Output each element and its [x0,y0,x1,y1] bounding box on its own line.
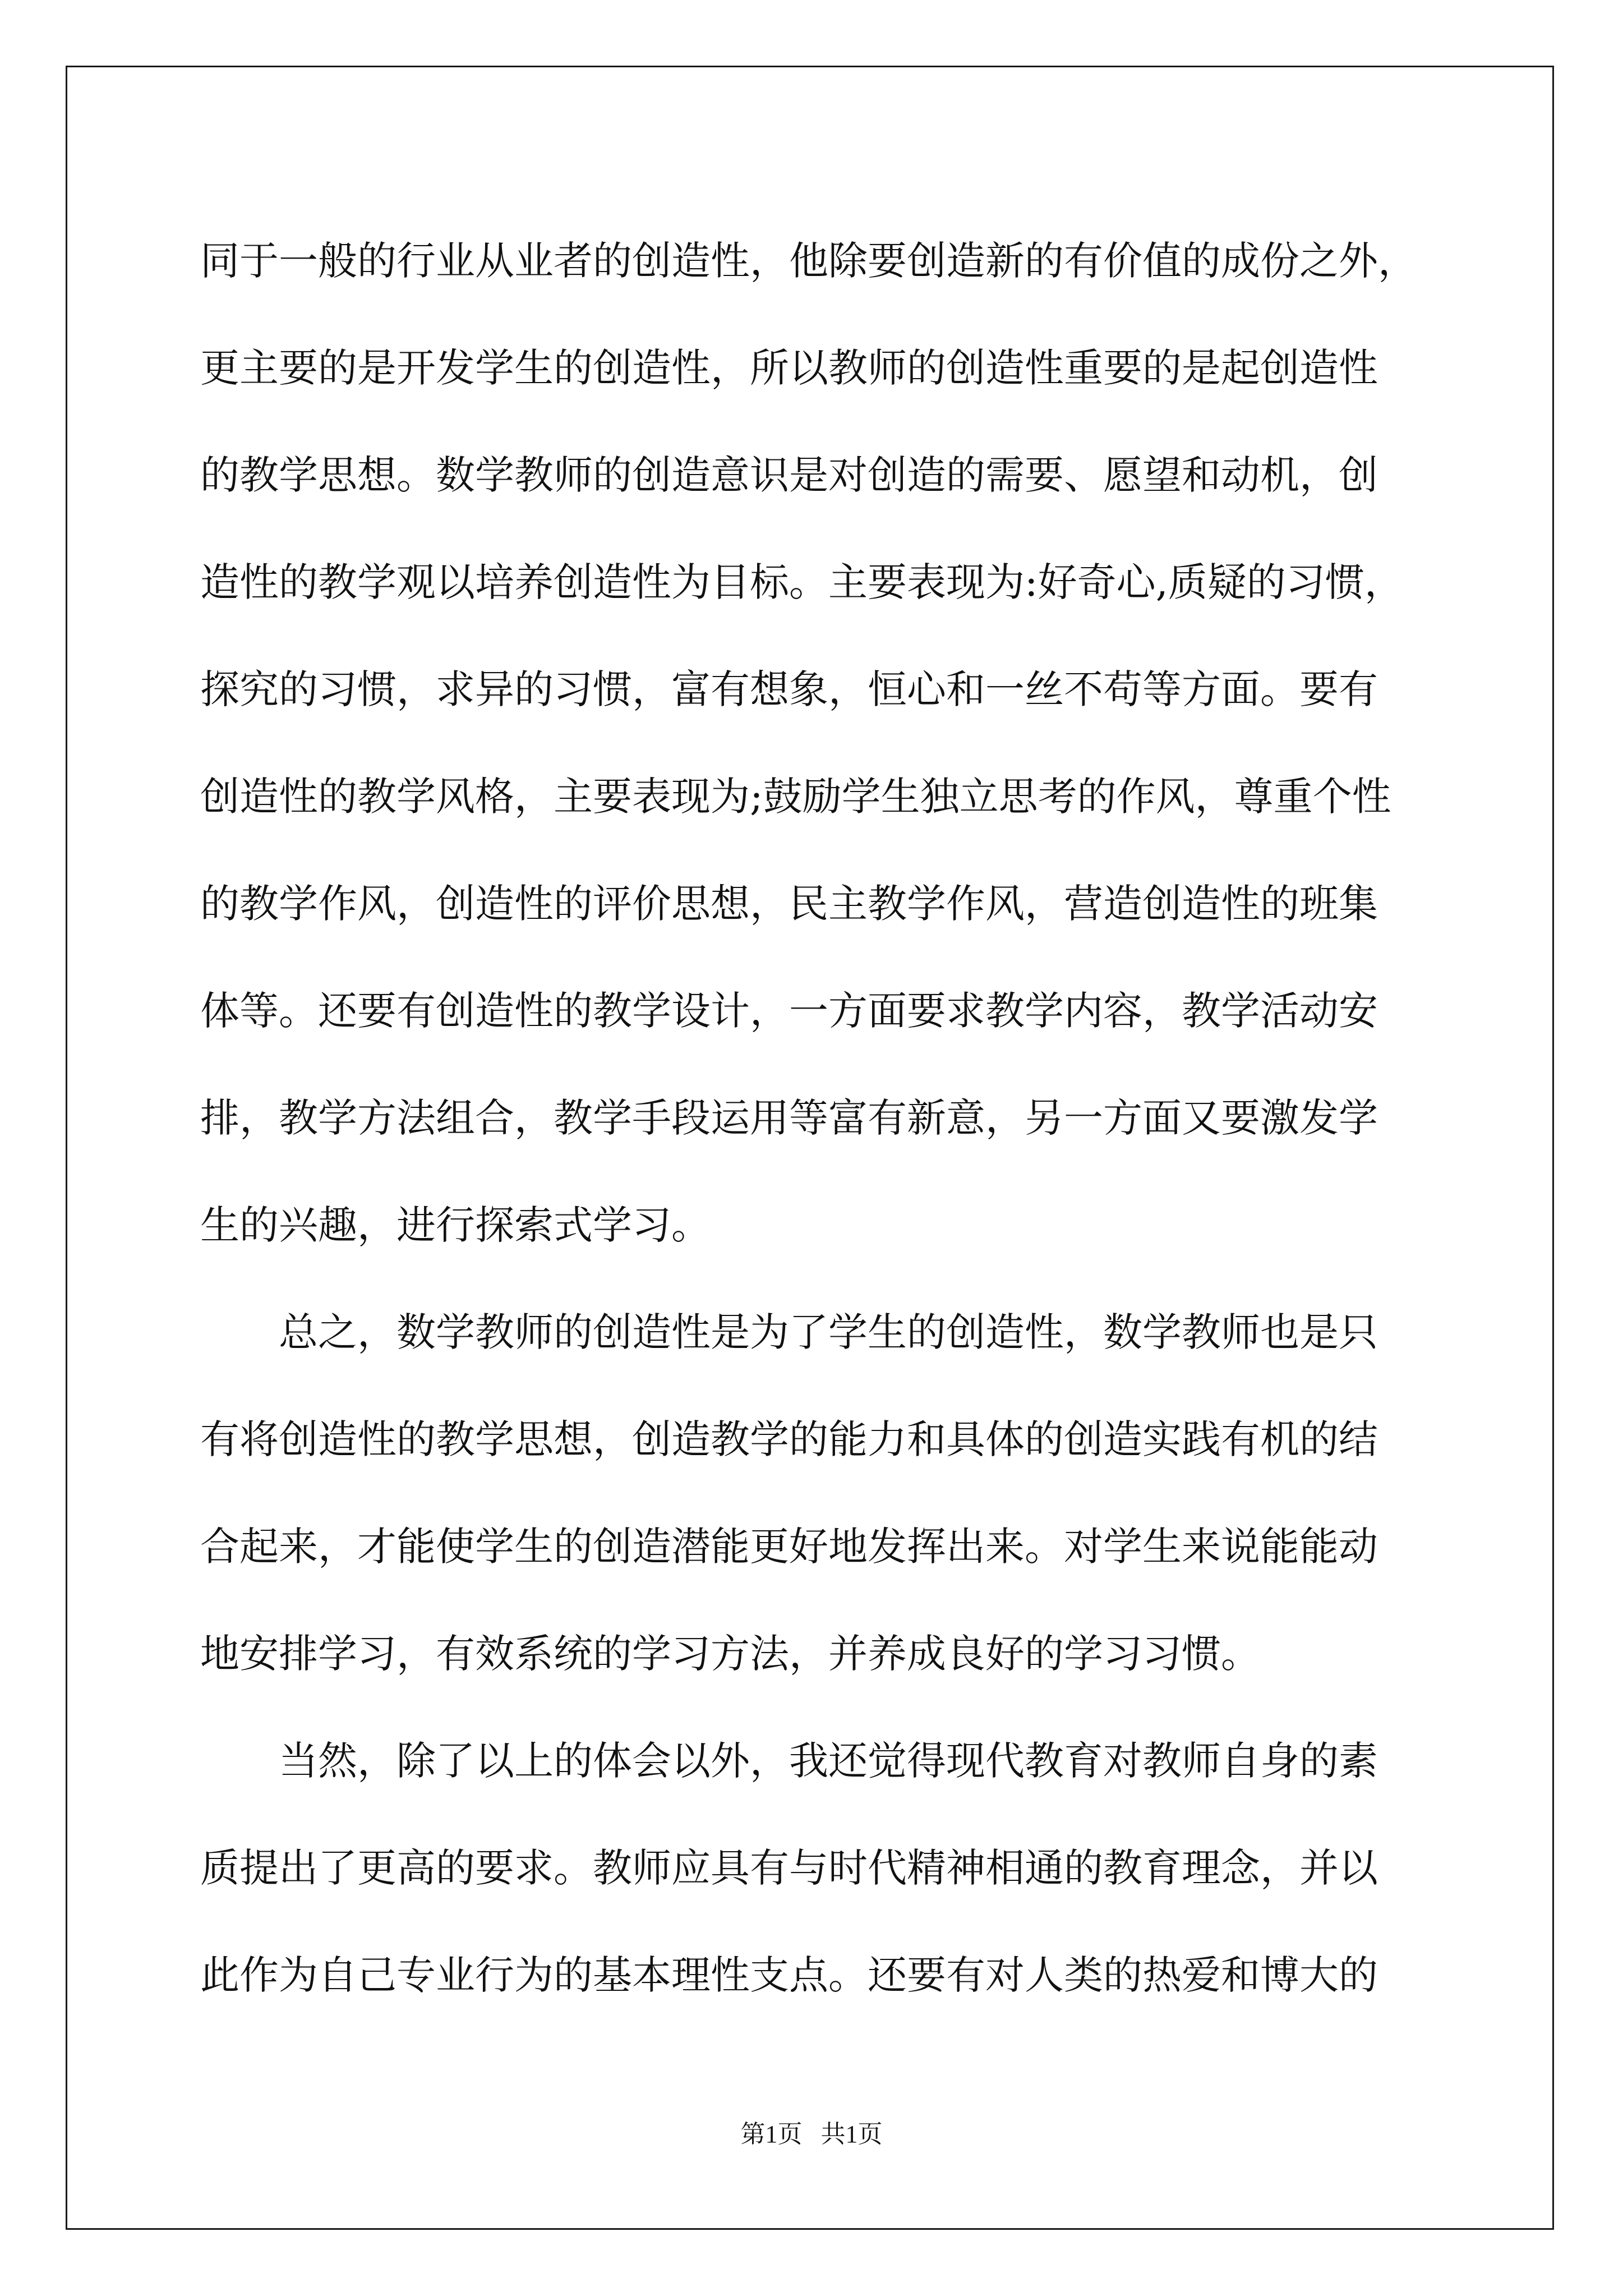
text-line: 创造性的教学风格，主要表现为;鼓励学生独立思考的作风，尊重个性 [200,774,1391,820]
text-line: 造性的教学观以培养创造性为目标。主要表现为:好奇心,质疑的习惯， [200,559,1404,605]
text-line: 有将创造性的教学思想，创造教学的能力和具体的创造实践有机的结 [200,1416,1378,1462]
text-line: 地安排学习，有效系统的学习方法，并养成良好的学习习惯。 [200,1631,1260,1677]
text-line: 更主要的是开发学生的创造性，所以教师的创造性重要的是起创造性 [200,345,1378,391]
text-line: 同于一般的行业从业者的创造性，他除要创造新的有价值的成份之外， [200,238,1417,284]
text-line: 排，教学方法组合，教学手段运用等富有新意，另一方面又要激发学 [200,1095,1378,1141]
text-line: 探究的习惯，求异的习惯，富有想象，恒心和一丝不苟等方面。要有 [200,666,1378,712]
text-line: 此作为自己专业行为的基本理性支点。还要有对人类的热爱和博大的 [200,1952,1378,1998]
text-line: 当然，除了以上的体会以外，我还觉得现代教育对教师自身的素 [279,1738,1378,1784]
text-line: 生的兴趣，进行探索式学习。 [200,1202,711,1248]
text-line: 合起来，才能使学生的创造潜能更好地发挥出来。对学生来说能能动 [200,1524,1378,1570]
text-line: 的教学思想。数学教师的创造意识是对创造的需要、愿望和动机，创 [200,452,1378,498]
text-line: 的教学作风，创造性的评价思想，民主教学作风，营造创造性的班集 [200,881,1378,927]
text-line: 总之，数学教师的创造性是为了学生的创造性，数学教师也是只 [279,1309,1378,1355]
page-footer: 第1页 共1页 [740,2120,883,2148]
text-line: 体等。还要有创造性的教学设计，一方面要求教学内容，教学活动安 [200,988,1378,1034]
document-body [200,208,1423,2029]
text-line: 质提出了更高的要求。教师应具有与时代精神相通的教育理念，并以 [200,1845,1378,1891]
